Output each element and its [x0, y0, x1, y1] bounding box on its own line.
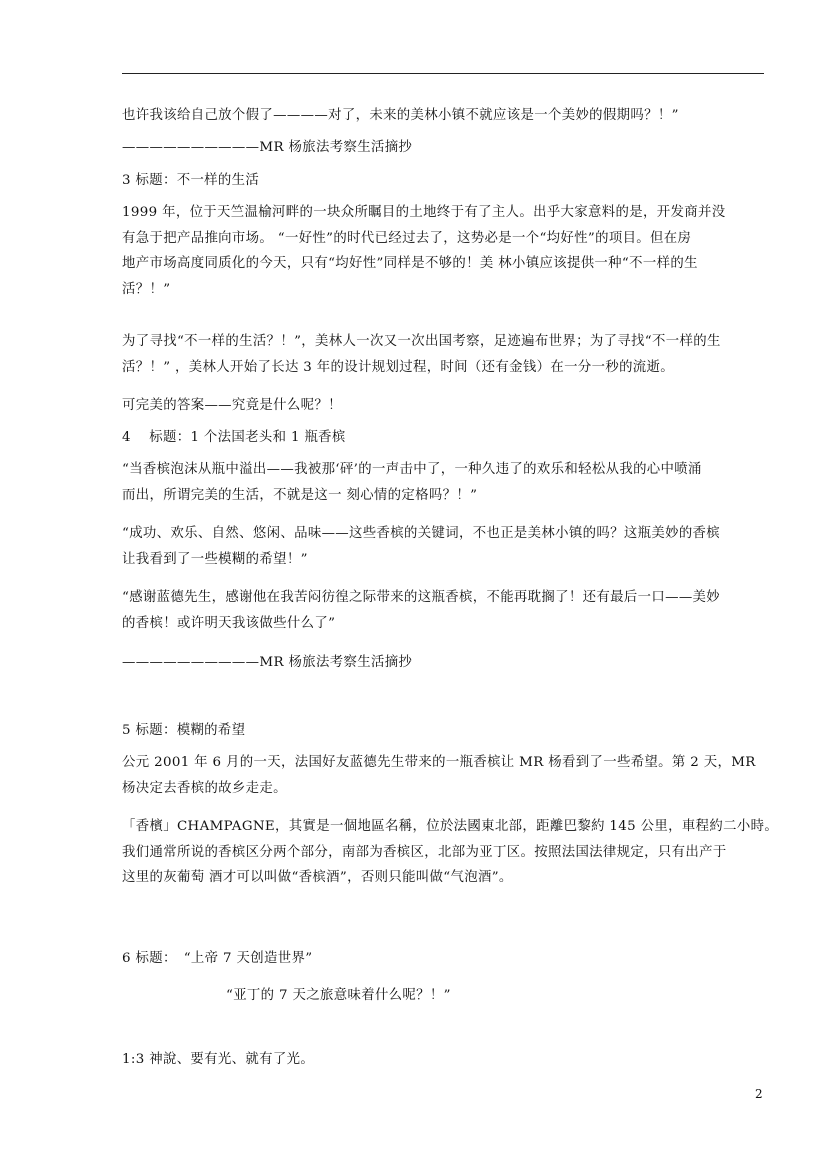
text-line: “当香槟泡沫从瓶中溢出——我被那‘砰’的一声击中了，一种久违了的欢乐和轻松从我的心中喷涌: [122, 462, 702, 477]
paragraph: [122, 200, 770, 302]
paragraph: [122, 329, 770, 380]
text-line: 5 标题：模糊的希望: [122, 723, 246, 738]
text-line: 6 标题： “上帝 7 天创造世界”: [122, 951, 313, 966]
section-heading: [122, 425, 770, 451]
text-line: ——————————MR 杨旅法考察生活摘抄: [122, 655, 413, 670]
text-line: “成功、欢乐、自然、悠闲、品味——这些香槟的关键词，不也正是美林小镇的吗？这瓶美妙的香槟: [122, 526, 721, 541]
paragraph: [122, 457, 770, 508]
text-line: 而出，所谓完美的生活，不就是这一 刻心情的定格吗？！”: [122, 487, 478, 503]
section-heading: [122, 168, 770, 194]
text-line: 地产市场高度同质化的今天，只有“均好性”同样是不够的！美 林小镇应该提供一种“不一样的生: [122, 256, 698, 271]
section-heading: [122, 946, 770, 972]
paragraph: [122, 814, 779, 891]
paragraph: [122, 585, 770, 636]
text-line: 让我看到了一些模糊的希望！”: [122, 551, 308, 567]
paragraph: [122, 750, 770, 801]
text-line: ——————————MR 杨旅法考察生活摘抄: [122, 140, 413, 155]
paragraph: [122, 521, 770, 572]
text-line: 活？！”: [122, 281, 171, 297]
paragraph: [122, 393, 770, 419]
text-line: 1:3 神說、要有光、就有了光。: [122, 1052, 315, 1067]
text-line: 的香槟！或许明天我该做些什么了”: [122, 615, 336, 631]
text-line: “亚丁的 7 天之旅意味着什么呢？！”: [226, 988, 451, 1003]
header-rule: [122, 73, 764, 74]
text-line: 「香檳」CHAMPAGNE，其實是一個地區名稱，位於法國東北部，距離巴黎約 145 公里，車程約二小時。: [122, 819, 779, 834]
text-line: 可完美的答案——究竟是什么呢？！: [122, 398, 342, 413]
text-line: 公元 2001 年 6 月的一天，法国好友蓝德先生带来的一瓶香槟让 MR 杨看到了一些希望。第 2 天，MR: [122, 755, 756, 770]
text-line: 3 标题：不一样的生活: [122, 173, 260, 188]
text-line: 活？！” ，美林人开始了长达 3 年的设计规划过程，时间（还有金钱）在一分一秒的流逝。: [122, 359, 675, 375]
paragraph: [122, 1047, 770, 1073]
attribution: [122, 135, 770, 161]
paragraph: [122, 103, 770, 129]
text-line: 1999 年，位于天竺温榆河畔的一块众所瞩目的土地终于有了主人。出乎大家意料的是，开发商并没: [122, 205, 726, 220]
subtitle: [226, 983, 766, 1009]
text-line: 有急于把产品推向市场。 “一好性”的时代已经过去了，这势必是一个“均好性”的项目。但在房: [122, 230, 692, 246]
text-line: 我们通常所说的香槟区分两个部分，南部为香槟区，北部为亚丁区。按照法国法律规定，只有出产于: [122, 844, 727, 860]
text-line: 为了寻找“不一样的生活？！”，美林人一次又一次出国考察，足迹遍布世界；为了寻找“不一样的生: [122, 334, 721, 349]
text-line: 杨决定去香槟的故乡走走。: [122, 780, 287, 796]
attribution: [122, 650, 770, 676]
section-heading: [122, 718, 770, 744]
text-line: 这里的灰葡萄 酒才可以叫做“香槟酒”，否则只能叫做“气泡酒”。: [122, 870, 513, 885]
text-line: 4 标题：1 个法国老头和 1 瓶香槟: [122, 430, 346, 445]
page-number: 2: [755, 1087, 763, 1101]
text-line: 也许我该给自己放个假了————对了，未来的美林小镇不就应该是一个美妙的假期吗？！”: [122, 108, 679, 123]
text-line: “感谢蓝德先生，感谢他在我苦闷彷徨之际带来的这瓶香槟，不能再耽搁了！还有最后一口——美妙: [122, 590, 721, 605]
